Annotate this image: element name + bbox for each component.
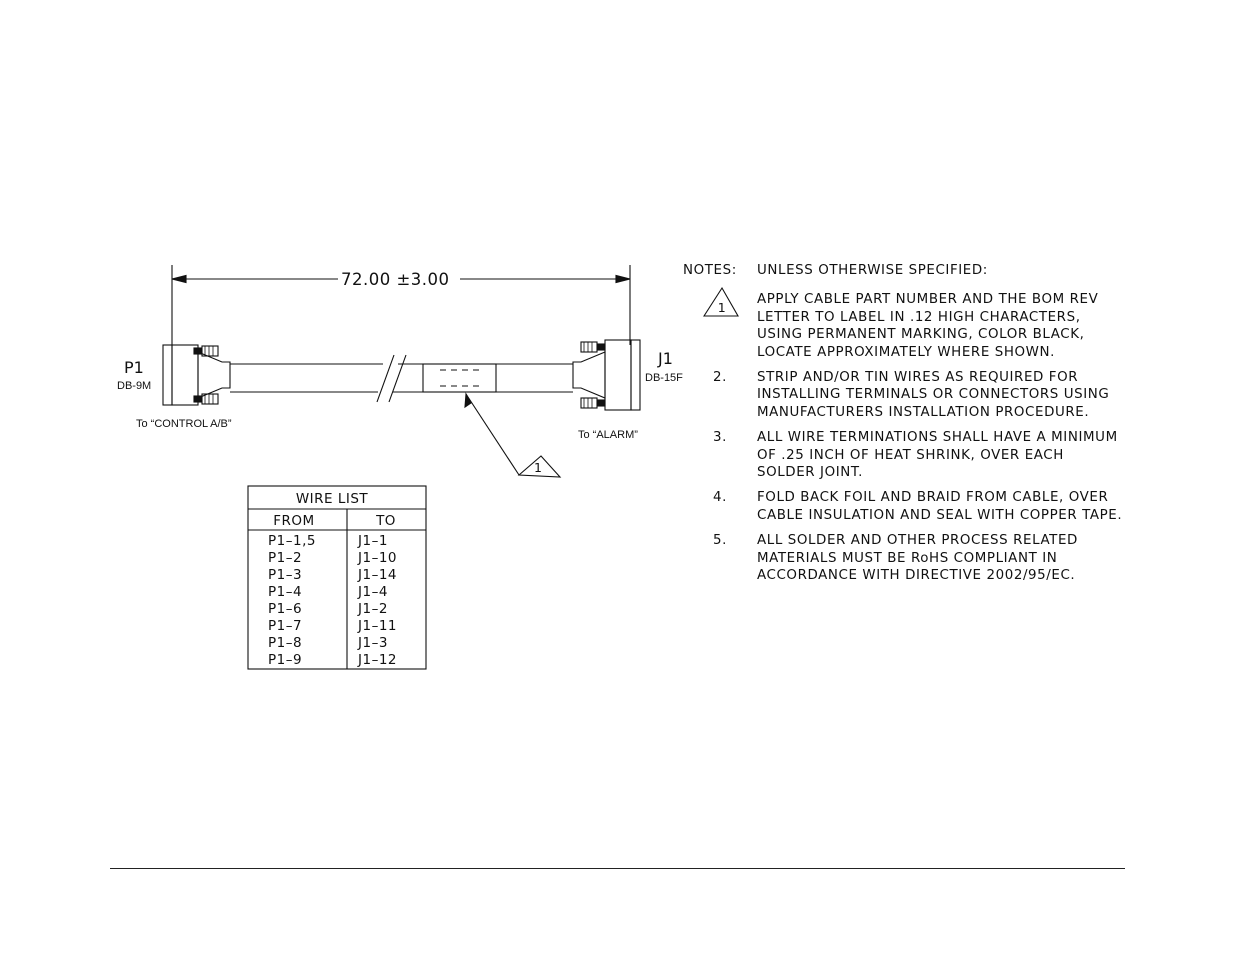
wire-list-header-from: FROM (273, 513, 315, 529)
note-item (683, 291, 1123, 361)
note-number-text: 3. (713, 430, 727, 446)
wire-from-cell: P1–8 (268, 635, 303, 651)
cable (230, 355, 573, 402)
j1-connector (573, 340, 640, 410)
wire-from-cell: P1–9 (268, 652, 303, 668)
wire-from-cell: P1–7 (268, 618, 303, 634)
wire-list-header-to: TO (376, 513, 396, 529)
wire-to-cell: J1–2 (358, 601, 388, 617)
wire-to-cell: J1–1 (358, 533, 388, 549)
note-number (683, 489, 757, 524)
note-item (683, 369, 1123, 421)
note-flag-triangle-icon (700, 285, 740, 319)
label-sleeve (423, 364, 496, 392)
notes-block (683, 262, 1123, 593)
notes-heading-row (683, 262, 1123, 279)
p1-destination: To “CONTROL A/B” (136, 418, 232, 430)
note-text: STRIP AND/OR TIN WIRES AS REQUIRED FOR INSTALLING TERMINALS OR CONNECTORS USING MANUFACTURERS INSTALLATION PROCEDURE. (757, 370, 1110, 420)
wire-to-cell: J1–3 (358, 635, 388, 651)
j1-ref: J1 (658, 349, 673, 368)
p1-ref: P1 (124, 358, 144, 377)
note-number (683, 429, 757, 481)
wire-to-cell: J1–12 (358, 652, 397, 668)
wire-list-title: WIRE LIST (295, 491, 369, 507)
note-item (683, 429, 1123, 481)
j1-type: DB-15F (645, 372, 683, 384)
wire-from-cell: P1–3 (268, 567, 303, 583)
wire-to-cell: J1–14 (358, 567, 397, 583)
p1-type: DB-9M (117, 380, 152, 392)
note-flag-number: 1 (717, 300, 727, 316)
note-number-text: 5. (713, 533, 727, 549)
wire-from-cell: P1–6 (268, 601, 303, 617)
notes-label: NOTES: (683, 263, 737, 278)
wire-to-cell: J1–4 (358, 584, 388, 600)
wire-from-cell: P1–2 (268, 550, 303, 566)
note-text: APPLY CABLE PART NUMBER AND THE BOM REV LETTER TO LABEL IN .12 HIGH CHARACTERS, USING PERMANENT MARKING, COLOR BLACK, LOCATE APPROXIMATELY WHERE SHOWN. (757, 292, 1099, 360)
wire-to-cell: J1–11 (358, 618, 397, 634)
wire-to-cell: J1–10 (358, 550, 397, 566)
note-number (683, 532, 757, 584)
wire-from-cell: P1–4 (268, 584, 303, 600)
note-number (683, 285, 757, 361)
note-number (683, 369, 757, 421)
note-item (683, 489, 1123, 524)
dimension-text: 72.00 ±3.00 (341, 270, 450, 289)
p1-connector (163, 345, 230, 405)
callout-leader (465, 394, 560, 477)
note-number-text: 4. (713, 490, 727, 506)
wire-from-cell: P1–1,5 (268, 533, 316, 549)
note-text: ALL WIRE TERMINATIONS SHALL HAVE A MINIMUM OF .25 INCH OF HEAT SHRINK, OVER EACH SOLDER JOINT. (757, 430, 1118, 481)
note-text: FOLD BACK FOIL AND BRAID FROM CABLE, OVER CABLE INSULATION AND SEAL WITH COPPER TAPE. (757, 490, 1123, 523)
note-item (683, 532, 1123, 584)
note-number-text: 2. (713, 370, 727, 386)
notes-heading: UNLESS OTHERWISE SPECIFIED: (757, 263, 988, 278)
footer-rule (110, 868, 1125, 869)
j1-destination: To “ALARM” (578, 429, 638, 441)
note-text: ALL SOLDER AND OTHER PROCESS RELATED MATERIALS MUST BE RoHS COMPLIANT IN ACCORDANCE WITH DIRECTIVE 2002/95/EC. (757, 533, 1078, 584)
notes-list (683, 291, 1123, 584)
callout-number: 1 (534, 460, 542, 475)
wire-list-rows (268, 533, 397, 668)
